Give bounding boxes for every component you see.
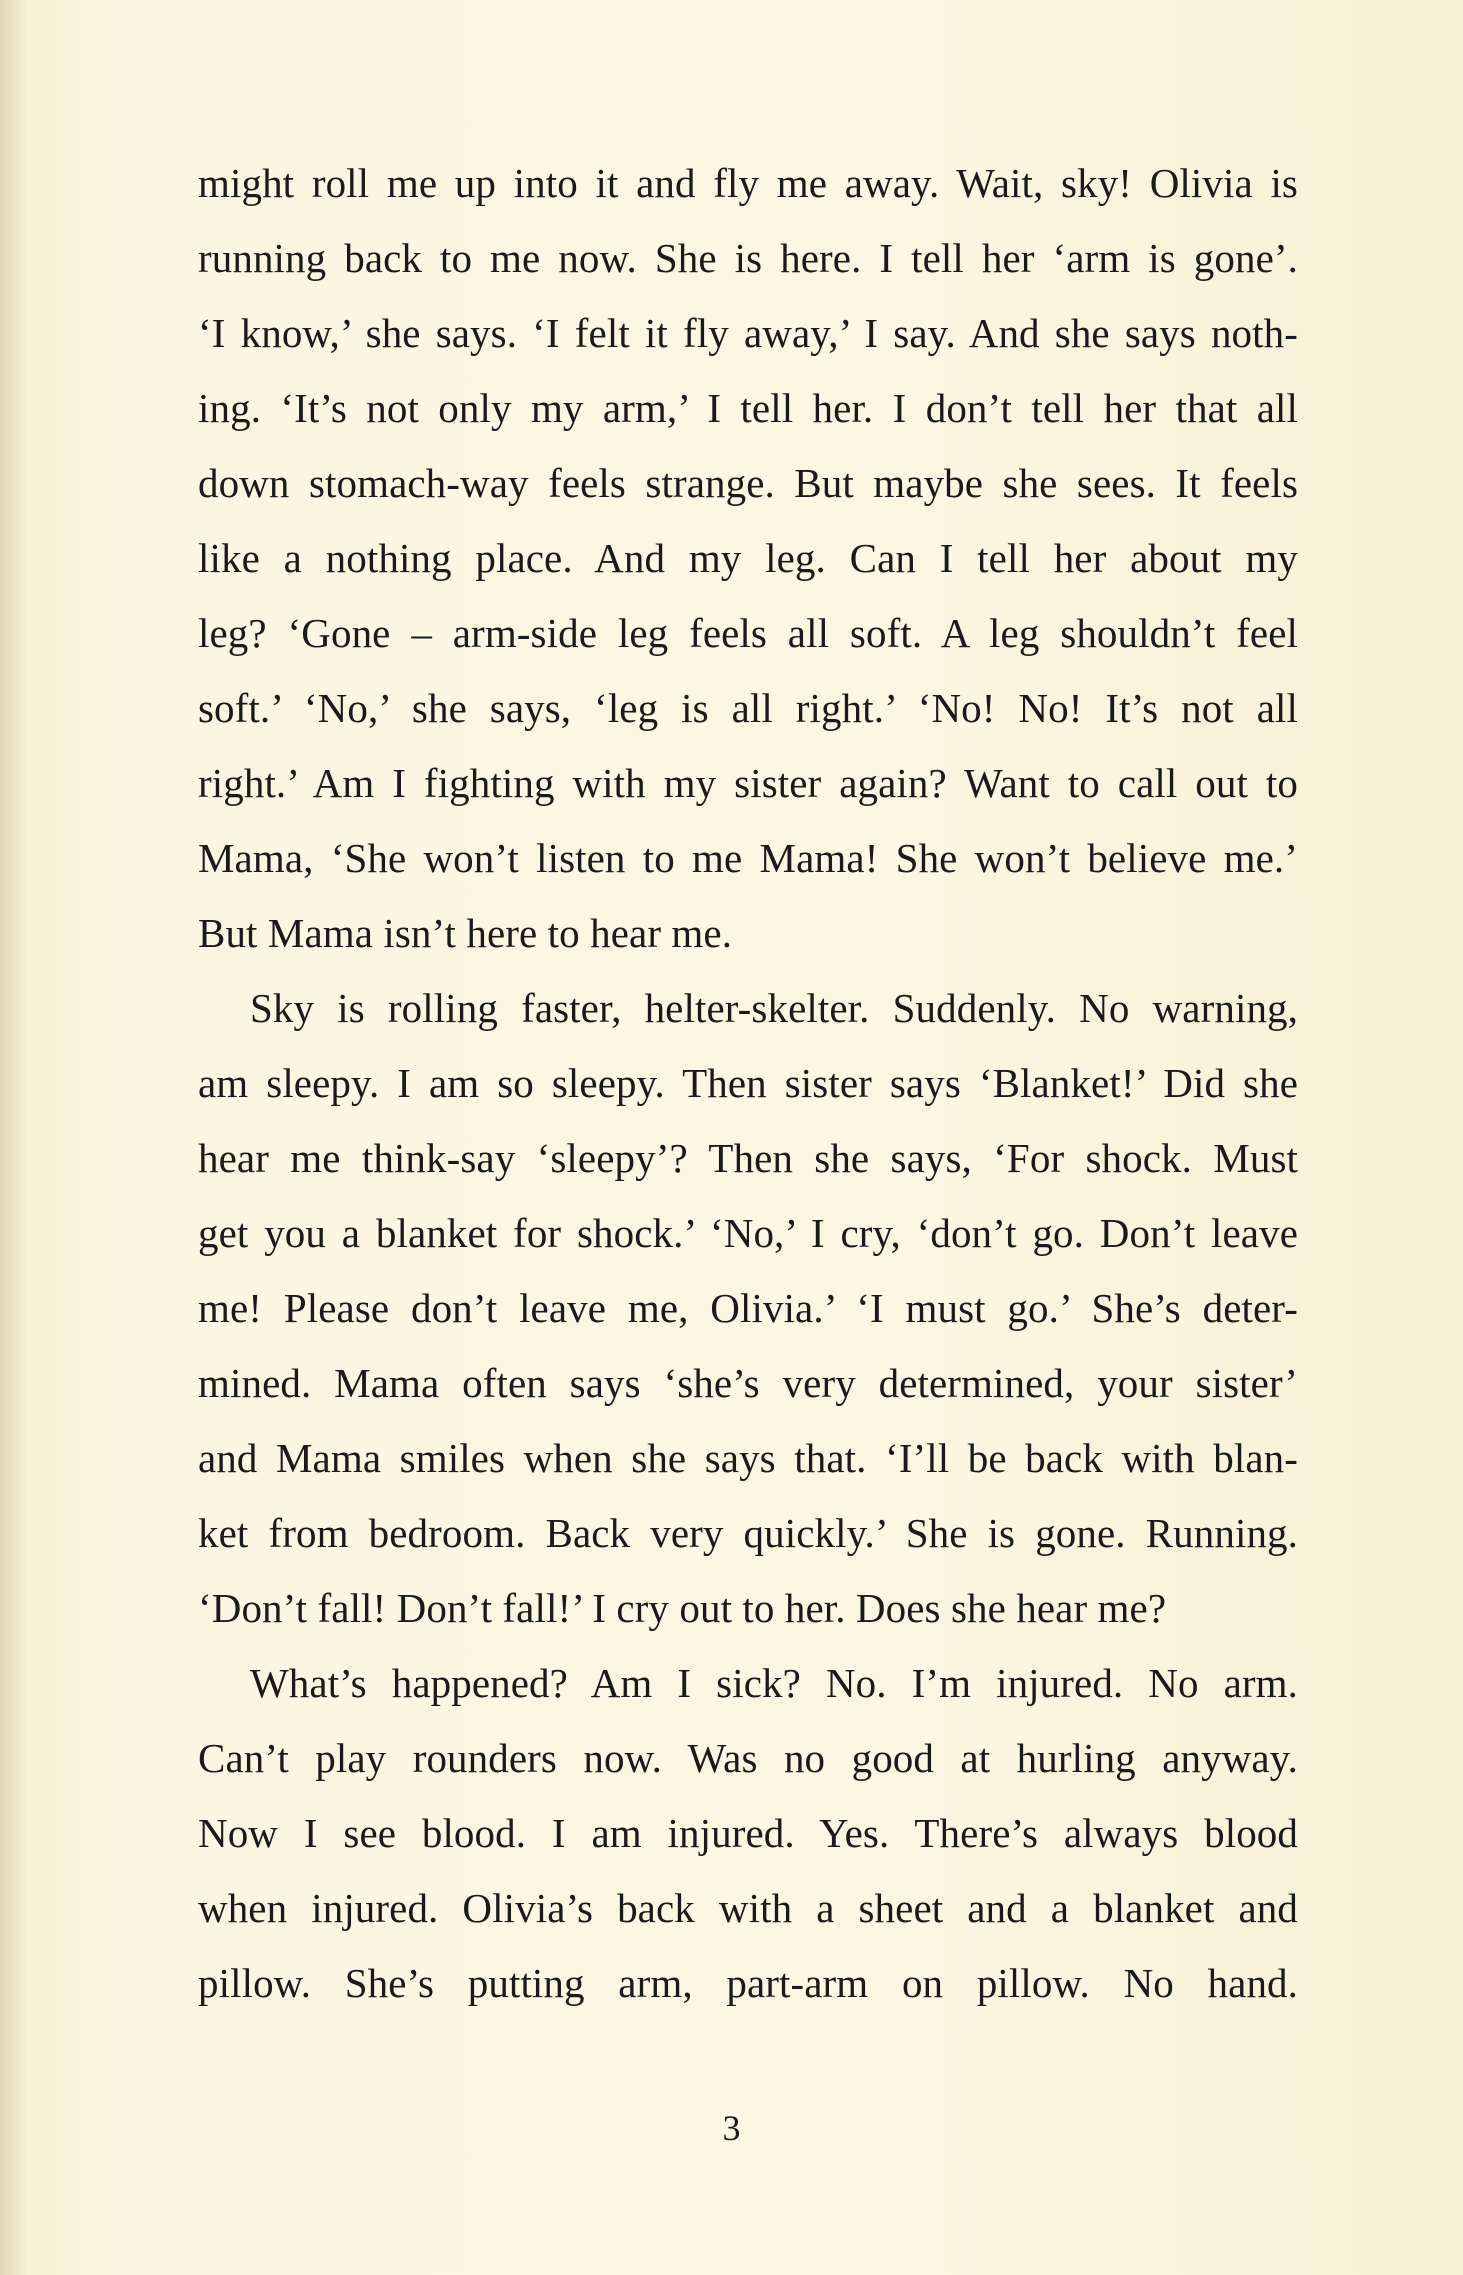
text-line: am sleepy. I am so sleepy. Then sister says ‘Blanket!’ Did she: [198, 1060, 1298, 1106]
text-line: down stomach-way feels strange. But maybe she sees. It feels: [198, 460, 1298, 506]
text-line: Now I see blood. I am injured. Yes. There’s always blood: [198, 1810, 1298, 1856]
text-line: running back to me now. She is here. I tell her ‘arm is gone’.: [198, 235, 1298, 281]
text-line: ‘I know,’ she says. ‘I felt it fly away,’ I say. And she says noth-: [198, 310, 1298, 356]
text-line: But Mama isn’t here to hear me.: [198, 910, 733, 956]
text-line: right.’ Am I fighting with my sister again? Want to call out to: [198, 760, 1298, 806]
text-line: me! Please don’t leave me, Olivia.’ ‘I must go.’ She’s deter-: [198, 1285, 1298, 1331]
text-line: What’s happened? Am I sick? No. I’m injured. No arm.: [250, 1660, 1298, 1706]
text-line: like a nothing place. And my leg. Can I tell her about my: [198, 535, 1298, 581]
text-line: might roll me up into it and fly me away. Wait, sky! Olivia is: [198, 160, 1298, 206]
text-line: mined. Mama often says ‘she’s very determined, your sister’: [198, 1360, 1298, 1406]
text-line: ket from bedroom. Back very quickly.’ She is gone. Running.: [198, 1510, 1298, 1556]
text-line: Mama, ‘She won’t listen to me Mama! She won’t believe me.’: [198, 835, 1298, 881]
text-line: get you a blanket for shock.’ ‘No,’ I cry, ‘don’t go. Don’t leave: [198, 1210, 1298, 1256]
page-fold-shadow: [0, 0, 28, 2275]
text-line: soft.’ ‘No,’ she says, ‘leg is all right.’ ‘No! No! It’s not all: [198, 685, 1298, 731]
text-line: hear me think-say ‘sleepy’? Then she says, ‘For shock. Must: [198, 1135, 1298, 1181]
text-line: Sky is rolling faster, helter-skelter. Suddenly. No warning,: [250, 985, 1298, 1031]
text-line: leg? ‘Gone – arm-side leg feels all soft. A leg shouldn’t feel: [198, 610, 1298, 656]
body-text: [198, 146, 1298, 2021]
text-line: Can’t play rounders now. Was no good at hurling anyway.: [198, 1735, 1298, 1781]
text-line: pillow. She’s putting arm, part-arm on pillow. No hand.: [198, 1960, 1298, 2006]
page-number: 3: [722, 2108, 741, 2148]
text-line: and Mama smiles when she says that. ‘I’ll be back with blan-: [198, 1435, 1298, 1481]
text-line: when injured. Olivia’s back with a sheet and a blanket and: [198, 1885, 1298, 1931]
text-line: ‘Don’t fall! Don’t fall!’ I cry out to her. Does she hear me?: [198, 1585, 1167, 1631]
text-line: ing. ‘It’s not only my arm,’ I tell her. I don’t tell her that all: [198, 385, 1298, 431]
